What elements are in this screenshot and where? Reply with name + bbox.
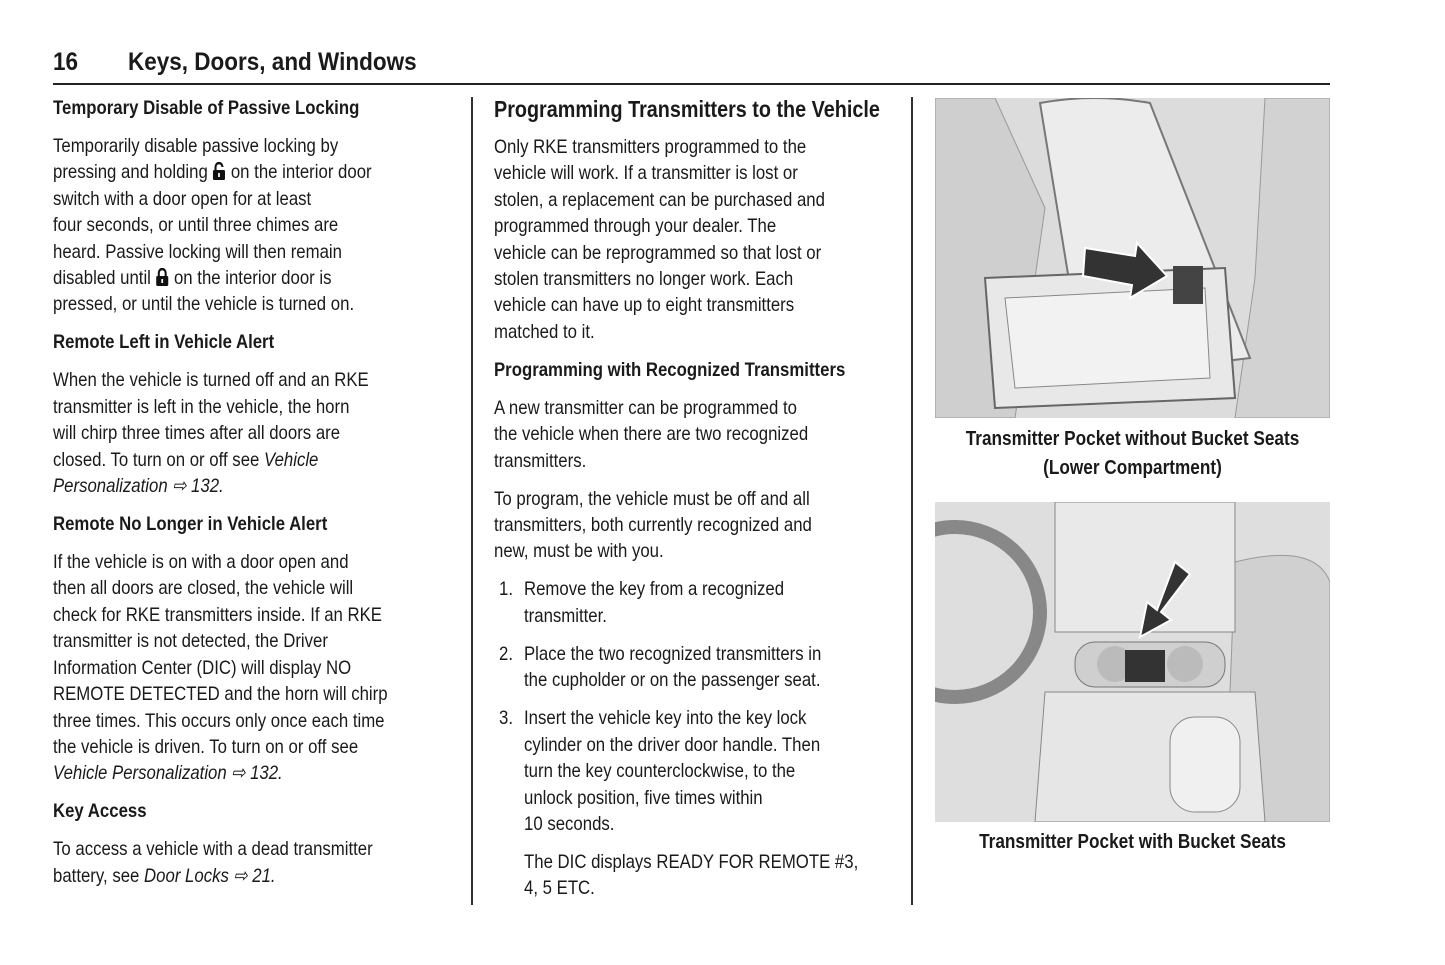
- text-line: [494, 319, 847, 345]
- text: 4, 5 ETC.: [524, 877, 595, 900]
- text-line: [53, 708, 406, 734]
- text: vehicle will work. If a transmitter is lost or: [494, 162, 798, 185]
- figure-caption: [935, 828, 1330, 857]
- text: cylinder on the driver door handle. Then: [524, 733, 821, 756]
- text-line: [53, 291, 406, 317]
- text: Key Access: [53, 800, 147, 823]
- text: on the interior door: [226, 161, 372, 184]
- text-line: [53, 447, 406, 473]
- text: heard. Passive locking will then remain: [53, 240, 342, 263]
- cross-reference[interactable]: Door Locks: [144, 864, 229, 887]
- text-line: [524, 641, 851, 667]
- text-line: [494, 266, 847, 292]
- list-number: 3.: [499, 707, 513, 730]
- text-line: [494, 213, 847, 239]
- text: battery, see: [53, 864, 145, 887]
- text-line: [53, 133, 406, 159]
- left-column: [53, 95, 463, 901]
- text: vehicle can have up to eight transmitters: [494, 294, 795, 317]
- cross-reference[interactable]: Vehicle Personalization: [53, 762, 227, 785]
- cross-reference[interactable]: ⇨ 132.: [167, 475, 224, 498]
- text: stolen transmitters no longer work. Each: [494, 268, 794, 291]
- figure-transmitter-pocket-lower-compartment: [935, 98, 1330, 418]
- paragraph: [494, 395, 904, 474]
- text-line: [53, 655, 406, 681]
- text: closed. To turn on or off see: [53, 448, 265, 471]
- figure-transmitter-pocket-bucket-seats: [935, 502, 1330, 822]
- section-heading: [53, 511, 463, 537]
- figure-caption: [935, 425, 1330, 483]
- text: Programming Transmitters to the Vehicle: [494, 96, 880, 122]
- text: Programming with Recognized Transmitters: [494, 358, 846, 381]
- text-line: [53, 394, 406, 420]
- list-item: [494, 641, 904, 694]
- list-number: 1.: [499, 578, 513, 601]
- text-line: [53, 95, 406, 121]
- text: The DIC displays READY FOR REMOTE #3,: [524, 850, 859, 873]
- text: unlock position, five times within: [524, 786, 763, 809]
- paragraph: [53, 133, 463, 318]
- column-divider: [471, 97, 473, 905]
- paragraph: [494, 134, 904, 345]
- cross-reference[interactable]: Personalization: [53, 475, 168, 498]
- cross-reference[interactable]: ⇨ 21.: [228, 864, 276, 887]
- section-heading: [494, 357, 904, 383]
- text-line: [53, 186, 406, 212]
- unlock-icon: [212, 161, 226, 179]
- text: A new transmitter can be programmed to: [494, 396, 797, 419]
- text: transmitter.: [524, 604, 607, 627]
- text-line: [494, 357, 847, 383]
- text: pressing and holding: [53, 161, 213, 184]
- text: To access a vehicle with a dead transmitter: [53, 838, 373, 861]
- cross-reference[interactable]: Vehicle: [264, 448, 319, 471]
- text-line: [53, 734, 406, 760]
- text-line: [53, 863, 406, 889]
- text: check for RKE transmitters inside. If an RKE: [53, 603, 383, 626]
- text: switch with a door open for at least: [53, 187, 312, 210]
- text-line: [53, 549, 406, 575]
- text: vehicle can be reprogrammed so that lost or: [494, 241, 822, 264]
- text: Information Center (DIC) will display NO: [53, 656, 352, 679]
- text-line: [53, 265, 406, 291]
- cross-reference[interactable]: ⇨ 132.: [226, 762, 283, 785]
- text: REMOTE DETECTED and the horn will chirp: [53, 683, 388, 706]
- section-heading: [494, 96, 904, 122]
- text-line: [494, 240, 847, 266]
- text: the cupholder or on the passenger seat.: [524, 669, 821, 692]
- text: on the interior door is: [169, 267, 332, 290]
- text-line: [494, 448, 847, 474]
- header-rule: [53, 83, 1330, 85]
- text: stolen, a replacement can be purchased and: [494, 188, 825, 211]
- text: If the vehicle is on with a door open and: [53, 551, 349, 574]
- text: transmitters.: [494, 449, 587, 472]
- section-heading: [53, 329, 463, 355]
- text-line: [53, 239, 406, 265]
- text: Only RKE transmitters programmed to the: [494, 136, 807, 158]
- paragraph: [53, 549, 463, 787]
- text-line: [53, 159, 406, 185]
- text-line: [524, 603, 851, 629]
- section-heading: [53, 95, 463, 121]
- text: matched to it.: [494, 320, 595, 343]
- text-line: [53, 681, 406, 707]
- text-line: [53, 367, 406, 393]
- text: transmitter is left in the vehicle, the horn: [53, 395, 350, 418]
- text-line: [524, 875, 851, 901]
- text-line: [53, 575, 406, 601]
- text-line: [494, 395, 847, 421]
- text: When the vehicle is turned off and an RKE: [53, 369, 369, 392]
- text: the vehicle when there are two recognized: [494, 423, 809, 446]
- text-line: [494, 512, 847, 538]
- text: turn the key counterclockwise, to the: [524, 760, 796, 783]
- text-line: [494, 160, 847, 186]
- caption-line: Transmitter Pocket with Bucket Seats: [979, 831, 1286, 853]
- list-item: [494, 705, 904, 837]
- text: then all doors are closed, the vehicle will: [53, 577, 354, 600]
- text: Remote Left in Vehicle Alert: [53, 331, 275, 354]
- text-line: [524, 576, 851, 602]
- section-title: Keys, Doors, and Windows: [128, 48, 417, 76]
- text: pressed, or until the vehicle is turned on.: [53, 293, 355, 316]
- caption-line: (Lower Compartment): [1043, 457, 1222, 479]
- caption-line: Transmitter Pocket without Bucket Seats: [965, 428, 1300, 450]
- text-line: [53, 420, 406, 446]
- list-number: 2.: [499, 642, 513, 665]
- text: Remote No Longer in Vehicle Alert: [53, 513, 328, 536]
- text-line: [494, 486, 847, 512]
- text: transmitter is not detected, the Driver: [53, 630, 328, 653]
- list-item: [494, 576, 904, 629]
- paragraph: [53, 367, 463, 499]
- paragraph: [494, 849, 904, 902]
- text-line: [524, 849, 859, 875]
- text-line: [494, 538, 847, 564]
- lock-icon: [156, 267, 170, 285]
- text-line: [494, 187, 847, 213]
- page-number: 16: [53, 48, 79, 76]
- text-line: [53, 798, 406, 824]
- middle-column: [494, 96, 904, 913]
- text: transmitters, both currently recognized and: [494, 514, 812, 537]
- text: four seconds, or until three chimes are: [53, 214, 339, 237]
- text-line: [53, 602, 406, 628]
- text: Temporary Disable of Passive Locking: [53, 97, 360, 119]
- text: Insert the vehicle key into the key lock: [524, 707, 807, 730]
- text-line: [524, 785, 851, 811]
- text-line: [524, 811, 851, 837]
- section-heading: [53, 798, 463, 824]
- text: the vehicle is driven. To turn on or off see: [53, 735, 359, 758]
- text-line: [53, 628, 406, 654]
- text: Remove the key from a recognized: [524, 578, 785, 601]
- text: To program, the vehicle must be off and all: [494, 487, 810, 510]
- text-line: [53, 511, 406, 537]
- text-line: [53, 473, 406, 499]
- text: will chirp three times after all doors are: [53, 422, 341, 445]
- text: three times. This occurs only once each time: [53, 709, 385, 732]
- text-line: [494, 292, 847, 318]
- text-line: [53, 212, 406, 238]
- text: new, must be with you.: [494, 540, 664, 563]
- text-line: [524, 705, 851, 731]
- text-line: [494, 96, 880, 122]
- text-line: [494, 134, 847, 160]
- column-divider: [911, 97, 913, 905]
- text-line: [53, 329, 406, 355]
- text-line: [53, 760, 406, 786]
- text: programmed through your dealer. The: [494, 215, 777, 238]
- text-line: [524, 758, 851, 784]
- text: Place the two recognized transmitters in: [524, 642, 822, 665]
- text: Temporarily disable passive locking by: [53, 135, 339, 157]
- text: 10 seconds.: [524, 812, 615, 835]
- paragraph: [53, 836, 463, 889]
- text-line: [524, 732, 851, 758]
- text-line: [494, 421, 847, 447]
- text-line: [53, 836, 406, 862]
- text: disabled until: [53, 267, 156, 290]
- text-line: [524, 667, 851, 693]
- paragraph: [494, 486, 904, 565]
